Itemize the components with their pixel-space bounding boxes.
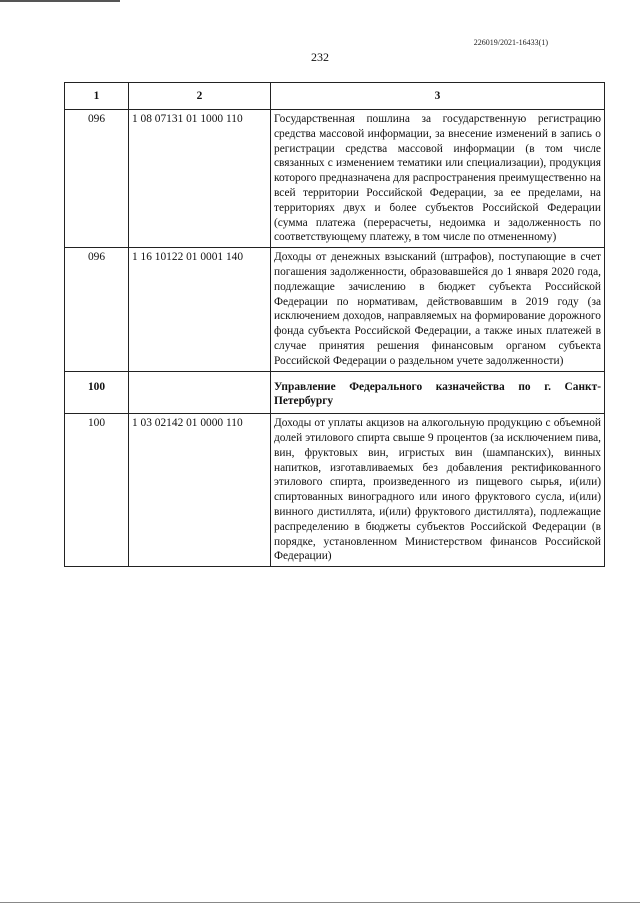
budget-classification-code-cell: 1 16 10122 01 0001 140 [129,248,271,371]
administrator-code-cell: 096 [65,248,129,371]
administrator-code-cell: 100 [65,414,129,567]
revenue-codes-table [64,82,605,567]
table-row [65,414,605,567]
column-header-2: 2 [129,83,271,110]
administrator-name-cell: Управление Федерального казначейства по г. Санкт-Петербургу [271,371,605,414]
administrator-code-cell: 096 [65,110,129,248]
table-header-row [65,83,605,110]
revenue-description-cell: Доходы от денежных взысканий (штрафов), поступающие в счет погашения задолженности, образовавшейся до 1 января 2020 года, подлежащие зачислению в бюджет субъекта Российской Федерации по нормативам, действовавшим в 2019 году (за исключением доходов, направляемых на формирование дорожного фонда субъекта Российской Федерации, а также иных платежей в случае принятия решения финансовым органом субъекта Российской Федерации о раздельном учете задолженности) [271,248,605,371]
bottom-edge-line [0,902,640,903]
budget-classification-code-cell: 1 03 02142 01 0000 110 [129,414,271,567]
document-registration-number: 226019/2021-16433(1) [473,38,548,47]
top-edge-line [0,0,120,2]
page-number: 232 [311,50,329,64]
budget-classification-code-cell [129,371,271,414]
table-row [65,248,605,371]
budget-classification-code-cell: 1 08 07131 01 1000 110 [129,110,271,248]
column-header-1: 1 [65,83,129,110]
revenue-description-cell: Государственная пошлина за государственную регистрацию средства массовой информации, за внесение изменений в запись о регистрации средства массовой информации (в том числе связанных с изменением тематики или специализации), продукция которого предназначена для распространения преимущественно на всей территории Российской Федерации, за ее пределами, на территориях двух и более субъектов Российской Федерации (сумма платежа (перерасчеты, недоимка и задолженность по соответствующему платежу, в том числе по отмененному) [271,110,605,248]
column-header-3: 3 [271,83,605,110]
administrator-code-cell: 100 [65,371,129,414]
table-row [65,110,605,248]
administrator-heading-row [65,371,605,414]
revenue-description-cell: Доходы от уплаты акцизов на алкогольную продукцию с объемной долей этилового спирта свыше 9 процентов (за исключением пива, вин, фруктовых вин, игристых вин (шампанских), винных напитков, изготавливаемых без добавления ректификованного этилового спирта, произведенного из пищевого сырья, и(или) спиртованных виноградного или иного фруктового сусла, и(или) винного дистиллята, и(или) фруктового дистиллята), подлежащие распределению в бюджеты субъектов Российской Федерации (в порядке, установленном Министерством финансов Российской Федерации) [271,414,605,567]
